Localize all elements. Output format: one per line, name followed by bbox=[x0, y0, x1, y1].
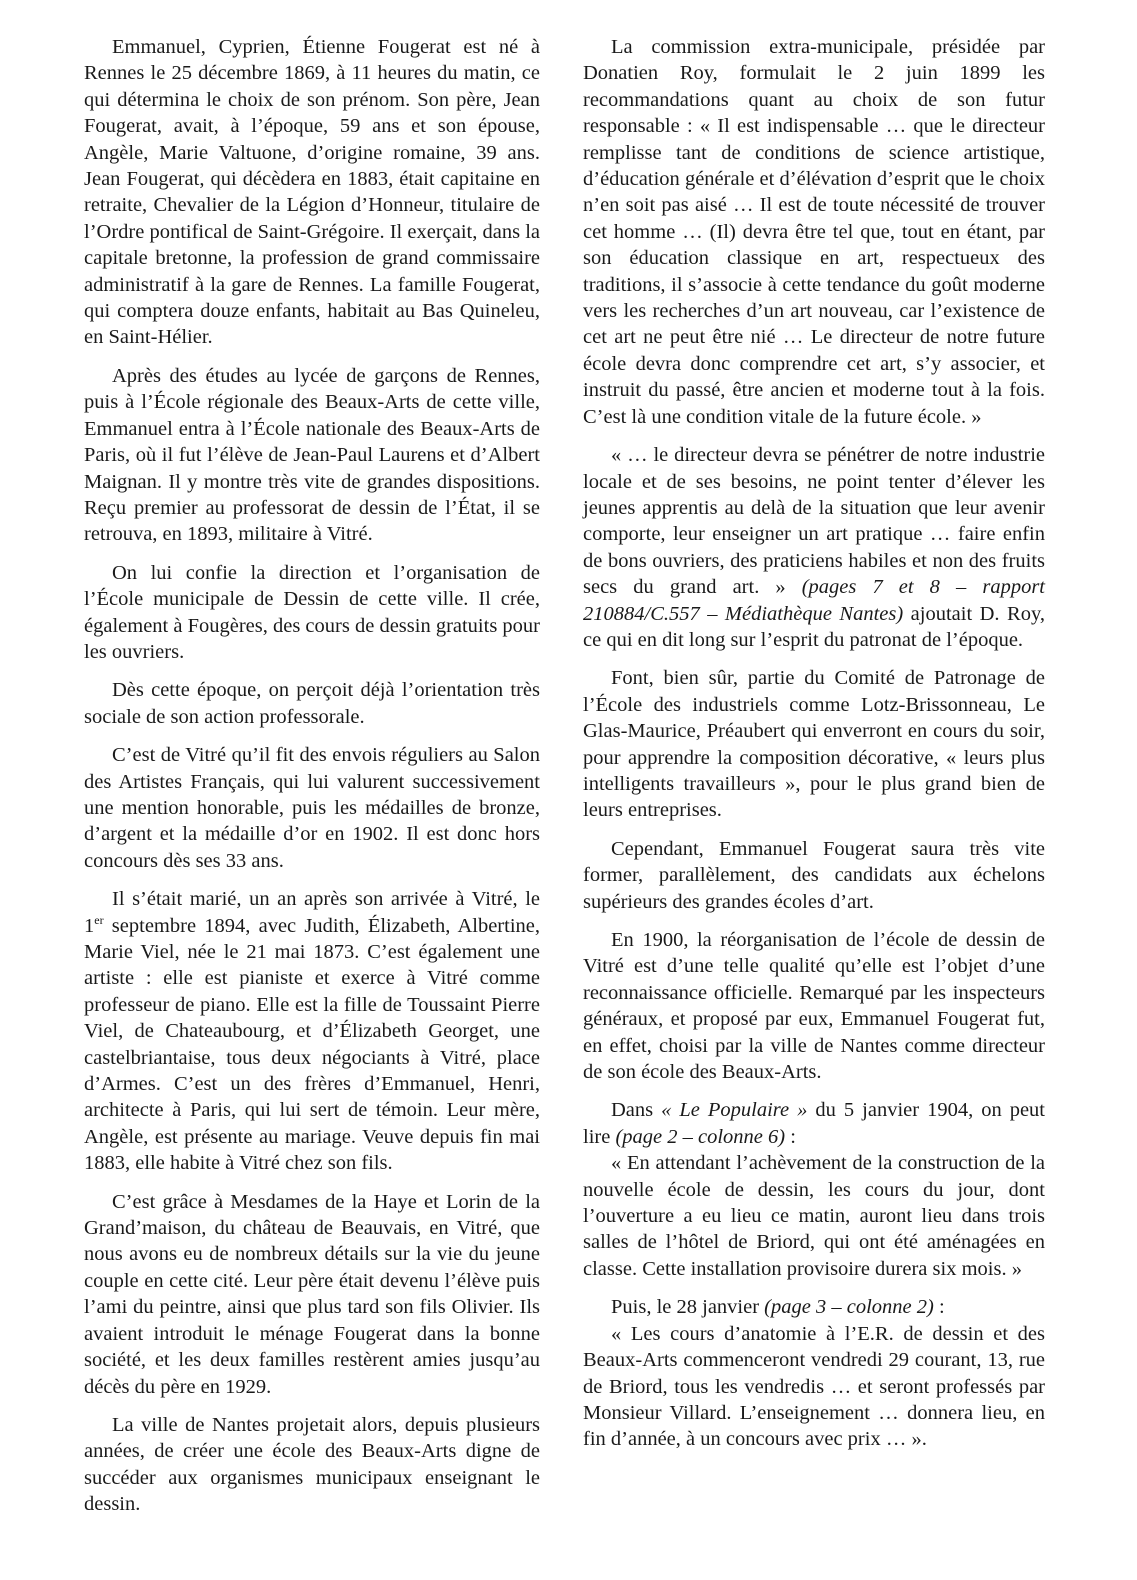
paragraph: La commission extra-municipale, présidée par Donatien Roy, formulait le 2 juin 1899 les recommandations quant au choix de son futur responsable : « Il est indispensable … que le directeur remplisse tant de conditions de science artistique, d’éducation générale et d’élévation d’esprit que le choix n’en soit pas aisé … Il est de toute nécessité de trouver cet homme … (Il) devra être tel que, tout en étant, par son éducation classique en art, respectueux des traditions, il s’associe à cette tendance du goût moderne vers les recherches d’un art nouveau, car l’existence de cet art ne peut être nié … Le directeur de notre future école devra donc comprendre cet art, s’y associer, et instruit du passé, être ancien et moderne tout à la fois. C’est là une condition vitale de la future école. » bbox=[583, 36, 1045, 428]
paragraph bbox=[583, 1294, 1045, 1320]
text-run: Il s’était marié, un an après son arrivée à Vitré, le 1 bbox=[84, 888, 540, 937]
paragraph: La ville de Nantes projetait alors, depuis plusieurs années, de créer une école des Beaux-Arts digne de succéder aux organismes municipaux enseignant le dessin. bbox=[84, 1413, 540, 1516]
newspaper-title: « Le Populaire » bbox=[661, 1099, 808, 1122]
right-column bbox=[583, 34, 1045, 1465]
citation-reference: (page 2 – colonne 6) bbox=[615, 1125, 786, 1148]
paragraph: Cependant, Emmanuel Fougerat saura très vite former, parallèlement, des candidats aux échelons supérieurs des grandes écoles d’art. bbox=[583, 837, 1045, 913]
paragraph: Font, bien sûr, partie du Comité de Patronage de l’École des industriels comme Lotz-Brissonneau, Le Glas-Maurice, Préaubert qui enverront en cours du soir, pour apprendre la composition décorative, « leurs plus intelligents travailleurs », pour le plus grand bien de leurs entreprises. bbox=[583, 667, 1045, 822]
text-run: Puis, le 28 janvier bbox=[611, 1296, 765, 1319]
citation-reference: (page 3 – colonne 2) bbox=[764, 1296, 934, 1319]
quote-paragraph: « En attendant l’achèvement de la construction de la nouvelle école de dessin, les cours du jour, dont l’ouverture a eu lieu ce matin, auront lieu dans trois salles de l’hôtel de Briord, qui ont été aménagées en classe. Cette installation provisoire durera six mois. » bbox=[583, 1152, 1045, 1280]
paragraph: C’est de Vitré qu’il fit des envois réguliers au Salon des Artistes Français, qui lui valurent successivement une mention honorable, puis les médailles de bronze, d’argent et la médaille d’or en 1902. Il est donc hors concours dès ses 33 ans. bbox=[84, 744, 540, 872]
paragraph: Dès cette époque, on perçoit déjà l’orientation très sociale de son action professorale. bbox=[84, 679, 540, 728]
paragraph bbox=[583, 1097, 1045, 1150]
text-run: : bbox=[785, 1125, 796, 1148]
paragraph bbox=[583, 442, 1045, 653]
text-run: ajoutait D. Roy, ce qui en dit long sur l’esprit du patronat de l’époque. bbox=[583, 602, 1045, 651]
paragraph: Après des études au lycée de garçons de Rennes, puis à l’École régionale des Beaux-Arts de cette ville, Emmanuel entra à l’École nationale des Beaux-Arts de Paris, où il fut l’élève de Jean-Paul Laurens et d’Albert Maignan. Il y montre très vite de grandes dispositions. Reçu premier au professorat de dessin de l’État, il se retrouva, en 1893, militaire à Vitré. bbox=[84, 364, 540, 546]
text-run: septembre 1894, avec Judith, Élizabeth, Albertine, Marie Viel, née le 21 mai 1873. C’est également une artiste : elle est pianiste et exerce à Vitré comme professeur de piano. Elle est la fille de Toussaint Pierre Viel, de Chateaubourg, et d’Élizabeth Georget, une castelbriantaise, tous deux négociants à Vitré, place d’Armes. C’est un des frères d’Emmanuel, Henri, architecte à Paris, qui lui sert de témoin. Leur mère, Angèle, est présente au mariage. Veuve depuis fin mai 1883, elle habite à Vitré chez son fils. bbox=[84, 914, 540, 1175]
left-column bbox=[84, 34, 540, 1530]
text-run: Dans bbox=[611, 1099, 662, 1122]
paragraph: Emmanuel, Cyprien, Étienne Fougerat est né à Rennes le 25 décembre 1869, à 11 heures du matin, ce qui détermina le choix de son prénom. Son père, Jean Fougerat, avait, à l’époque, 59 ans et son épouse, Angèle, Marie Valtuone, d’origine romaine, 39 ans. Jean Fougerat, qui décèdera en 1883, était capitaine en retraite, Chevalier de la Légion d’Honneur, titulaire de l’Ordre pontifical de Saint-Grégoire. Il exerçait, dans la capitale bretonne, la profession de grand commissaire administratif à la gare de Rennes. La famille Fougerat, qui comptera douze enfants, habitait au Bas Quineleu, en Saint-Hélier. bbox=[84, 36, 540, 349]
paragraph bbox=[84, 886, 540, 1176]
text-run: « … le directeur devra se pénétrer de notre industrie locale et de ses besoins, ne point tenter d’élever les jeunes apprentis au delà de la situation que leur avenir comporte, leur enseigner un art pratique … faire enfin de bons ouvriers, des praticiens habiles et non des fruits secs du grand art. » bbox=[583, 444, 1045, 599]
paragraph: C’est grâce à Mesdames de la Haye et Lorin de la Grand’maison, du château de Beauvais, en Vitré, que nous avons eu de nombreux détails sur la vie du jeune couple en cette cité. Leur père était devenu l’élève puis l’ami du peintre, ainsi que plus tard son fils Olivier. Ils avaient introduit le ménage Fougerat dans la bonne société, et les deux familles restèrent amies jusqu’au décès du père en 1929. bbox=[84, 1190, 540, 1398]
ordinal-superscript: er bbox=[94, 912, 104, 927]
text-run: : bbox=[933, 1296, 945, 1319]
text-run: du 5 janvier 1904, on peut lire bbox=[583, 1099, 1045, 1148]
paragraph: En 1900, la réorganisation de l’école de dessin de Vitré est d’une telle qualité qu’elle est l’objet d’une reconnaissance officielle. Remarqué par les inspecteurs généraux, et proposé par eux, Emmanuel Fougerat fut, en effet, choisi par la ville de Nantes comme directeur de son école des Beaux-Arts. bbox=[583, 929, 1045, 1084]
paragraph: On lui confie la direction et l’organisation de l’École municipale de Dessin de cette ville. Il crée, également à Fougères, des cours de dessin gratuits pour les ouvriers. bbox=[84, 561, 541, 663]
citation-reference: (pages 7 et 8 – rapport 210884/C.557 – Médiathèque Nantes) bbox=[583, 576, 1045, 625]
quote-paragraph: « Les cours d’anatomie à l’E.R. de dessin et des Beaux-Arts commenceront vendredi 29 courant, 13, rue de Briord, tous les vendredis … et seront professés par Monsieur Villard. L’enseignement … donnera lieu, en fin d’année, à un concours avec prix … ». bbox=[583, 1322, 1045, 1451]
